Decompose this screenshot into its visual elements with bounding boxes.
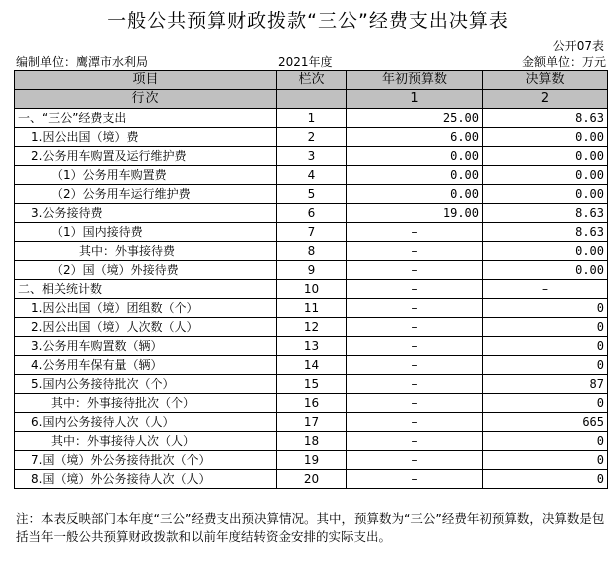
compiling-unit: 编制单位：鹰潭市水利局: [16, 55, 149, 69]
row-item: 2.因公出国（境）人次数（人）: [15, 318, 277, 337]
row-seq: 16: [277, 394, 347, 413]
row-final: 0: [483, 470, 608, 489]
table-row: [15, 337, 608, 356]
table-row: [15, 166, 608, 185]
row-item: （1）国内接待费: [15, 223, 277, 242]
column-header-item: 项目: [15, 71, 277, 90]
row-budget: –: [347, 299, 483, 318]
row-item: 一、“三公”经费支出: [15, 109, 277, 128]
row-seq: 17: [277, 413, 347, 432]
form-code: 公开07表: [552, 39, 604, 53]
row-budget: 6.00: [347, 128, 483, 147]
row-budget: –: [347, 432, 483, 451]
row-budget: 19.00: [347, 204, 483, 223]
row-final: 8.63: [483, 204, 608, 223]
table-order-row: [15, 90, 608, 109]
table-row: [15, 318, 608, 337]
order-row-seq: [277, 90, 347, 109]
row-budget: –: [347, 413, 483, 432]
row-final: 0: [483, 451, 608, 470]
table-row: [15, 204, 608, 223]
row-item: （1）公务用车购置费: [15, 166, 277, 185]
row-budget: –: [347, 356, 483, 375]
row-seq: 20: [277, 470, 347, 489]
row-budget: –: [347, 223, 483, 242]
row-seq: 5: [277, 185, 347, 204]
row-item: 7.国（境）外公务接待批次（个）: [15, 451, 277, 470]
row-item: （2）国（境）外接待费: [15, 261, 277, 280]
row-final: –: [483, 280, 608, 299]
table-row: [15, 185, 608, 204]
row-budget: –: [347, 261, 483, 280]
table-row: [15, 356, 608, 375]
row-seq: 2: [277, 128, 347, 147]
row-item: 1.因公出国（境）团组数（个）: [15, 299, 277, 318]
table-header-row: [15, 71, 608, 90]
row-final: 87: [483, 375, 608, 394]
row-item: 5.国内公务接待批次（个）: [15, 375, 277, 394]
row-final: 0: [483, 432, 608, 451]
table-row: [15, 451, 608, 470]
row-budget: 0.00: [347, 166, 483, 185]
table-row: [15, 280, 608, 299]
row-item: （2）公务用车运行维护费: [15, 185, 277, 204]
row-seq: 3: [277, 147, 347, 166]
row-budget: –: [347, 470, 483, 489]
row-item: 2.公务用车购置及运行维护费: [15, 147, 277, 166]
row-final: 0: [483, 394, 608, 413]
row-seq: 1: [277, 109, 347, 128]
row-seq: 13: [277, 337, 347, 356]
row-seq: 8: [277, 242, 347, 261]
row-seq: 10: [277, 280, 347, 299]
table-row: [15, 470, 608, 489]
order-row-label: 行次: [15, 90, 277, 109]
row-budget: 0.00: [347, 185, 483, 204]
row-budget: –: [347, 337, 483, 356]
row-item: 4.公务用车保有量（辆）: [15, 356, 277, 375]
row-final: 665: [483, 413, 608, 432]
row-seq: 12: [277, 318, 347, 337]
row-final: 0: [483, 337, 608, 356]
row-seq: 18: [277, 432, 347, 451]
money-unit: 金额单位：万元: [521, 55, 606, 69]
table-row: [15, 375, 608, 394]
row-final: 8.63: [483, 109, 608, 128]
table-row: [15, 299, 608, 318]
row-final: 0.00: [483, 242, 608, 261]
expense-table: [14, 70, 608, 489]
row-budget: –: [347, 375, 483, 394]
table-row: [15, 394, 608, 413]
row-budget: –: [347, 451, 483, 470]
report-meta: [16, 53, 606, 69]
table-row: [15, 242, 608, 261]
row-final: 0.00: [483, 185, 608, 204]
row-final: 8.63: [483, 223, 608, 242]
table-row: [15, 223, 608, 242]
row-item: 其中：外事接待费: [15, 242, 277, 261]
row-seq: 14: [277, 356, 347, 375]
row-seq: 7: [277, 223, 347, 242]
row-final: 0.00: [483, 166, 608, 185]
row-item: 其中：外事接待人次（人）: [15, 432, 277, 451]
row-seq: 4: [277, 166, 347, 185]
table-row: [15, 413, 608, 432]
footnote: 注：本表反映部门本年度“三公”经费支出预决算情况。其中，预算数为“三公”经费年初预算数，决算数是包括当年一般公共预算财政拨款和以前年度结转资金安排的实际支出。: [16, 511, 605, 544]
row-item: 6.国内公务接待人次（人）: [15, 413, 277, 432]
column-header-seq: 栏次: [277, 71, 347, 90]
row-seq: 6: [277, 204, 347, 223]
row-final: 0: [483, 299, 608, 318]
table-row: [15, 109, 608, 128]
report-year: 2021年度: [278, 55, 333, 69]
row-seq: 11: [277, 299, 347, 318]
row-item: 二、相关统计数: [15, 280, 277, 299]
row-final: 0.00: [483, 147, 608, 166]
table-row: [15, 261, 608, 280]
row-item: 其中：外事接待批次（个）: [15, 394, 277, 413]
row-item: 3.公务接待费: [15, 204, 277, 223]
row-item: 8.国（境）外公务接待人次（人）: [15, 470, 277, 489]
table-row: [15, 147, 608, 166]
column-header-final: 决算数: [483, 71, 608, 90]
table-row: [15, 432, 608, 451]
row-budget: –: [347, 318, 483, 337]
row-item: 1.因公出国（境）费: [15, 128, 277, 147]
row-budget: –: [347, 280, 483, 299]
row-item: 3.公务用车购置数（辆）: [15, 337, 277, 356]
order-row-budget: 1: [347, 90, 483, 109]
row-seq: 15: [277, 375, 347, 394]
row-seq: 9: [277, 261, 347, 280]
row-budget: 0.00: [347, 147, 483, 166]
row-final: 0.00: [483, 128, 608, 147]
column-header-budget: 年初预算数: [347, 71, 483, 90]
row-budget: –: [347, 394, 483, 413]
row-final: 0.00: [483, 261, 608, 280]
order-row-final: 2: [483, 90, 608, 109]
row-seq: 19: [277, 451, 347, 470]
row-final: 0: [483, 318, 608, 337]
report-title: 一般公共预算财政拨款“三公”经费支出决算表: [107, 10, 509, 32]
row-final: 0: [483, 356, 608, 375]
row-budget: 25.00: [347, 109, 483, 128]
row-budget: –: [347, 242, 483, 261]
table-row: [15, 128, 608, 147]
